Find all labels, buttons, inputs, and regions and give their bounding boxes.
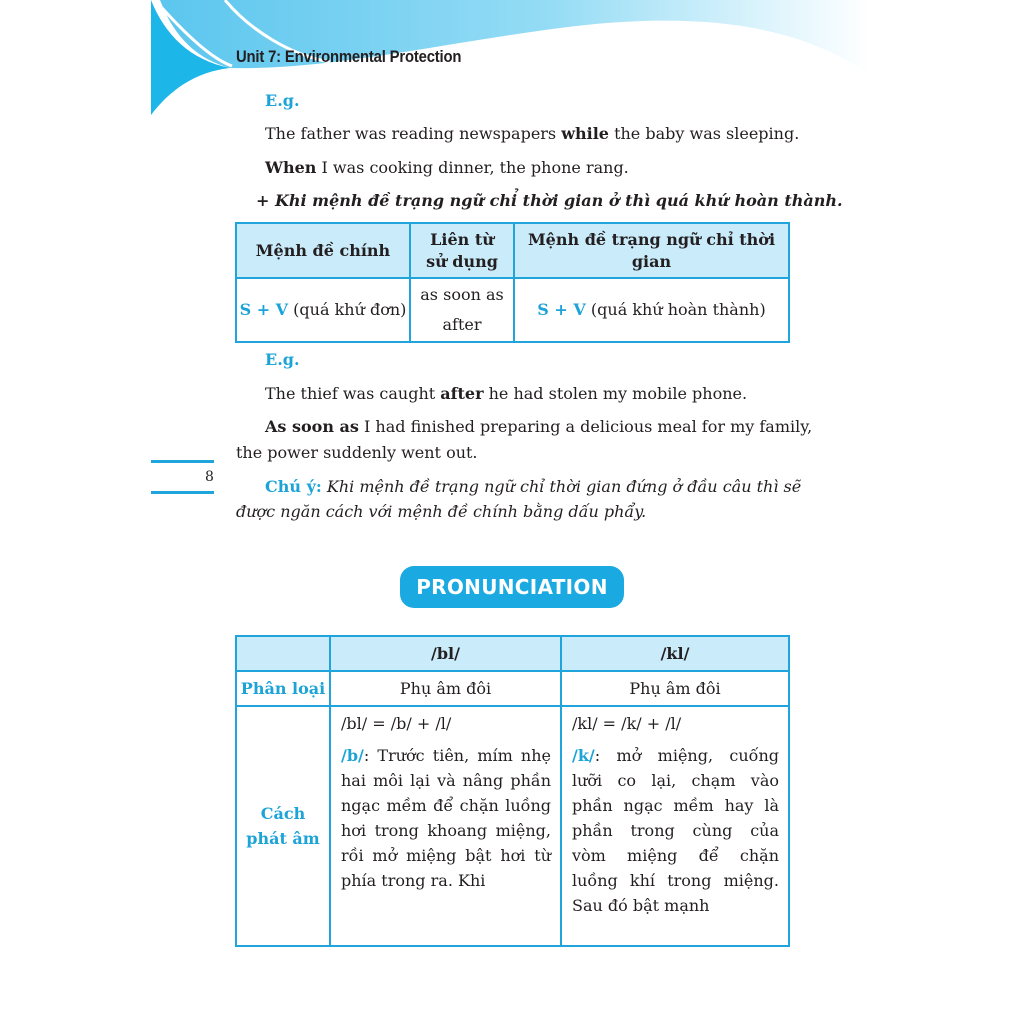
table-header-row: [236, 223, 789, 278]
table-row: [236, 278, 789, 342]
conjunction-cell: [410, 278, 514, 342]
keyword: while: [561, 124, 609, 143]
example-sentence: [265, 121, 799, 147]
note-text-cont: được ngăn cách với mệnh đề chính bằng dấu phẩy.: [236, 502, 647, 521]
note-label: Chú ý:: [265, 477, 322, 496]
text: : Trước tiên, mím nhẹ hai môi lại và nâng phần ngạc mềm để chặn luồng hơi trong khoang miệng, rồi mở miệng bật hơi từ phía trong ra. Khi: [341, 746, 551, 890]
text: Cách: [260, 804, 306, 823]
phoneme: /b/: [341, 746, 364, 765]
formula: S + V: [537, 300, 586, 319]
header-cell: Mệnh đề trạng ngữ chỉ thời gian: [514, 223, 789, 278]
table-header-row: [236, 636, 789, 671]
text: he had stolen my mobile phone.: [483, 384, 748, 403]
page-number: 8: [205, 469, 214, 485]
conjunction: as soon as: [420, 285, 504, 304]
text: The father was reading newspapers: [265, 124, 562, 143]
header-wave-decoration: [0, 0, 1024, 130]
text: I had finished preparing a delicious meal for my family,: [358, 417, 813, 436]
header-cell: [410, 223, 514, 278]
grammar-table: [235, 222, 790, 343]
formula: S + V: [239, 300, 289, 319]
note-text: Khi mệnh đề trạng ngữ chỉ thời gian đứng ở đầu câu thì sẽ: [321, 477, 802, 496]
eg-label: E.g.: [265, 91, 300, 110]
description: [341, 743, 551, 893]
text: : mở miệng, cuống lưỡi co lại, chạm vào phần ngạc mềm hay là phần trong cùng của vòm miệng để chặn luồng khí trong miệng. Sau đó bật mạnh: [572, 746, 779, 915]
example-sentence-cont: the power suddenly went out.: [236, 443, 478, 462]
keyword: When: [265, 158, 317, 177]
kl-description-cell: [561, 706, 789, 946]
example-sentence: [265, 155, 629, 181]
rule-heading: + Khi mệnh đề trạng ngữ chỉ thời gian ở thì quá khứ hoàn thành.: [256, 191, 843, 210]
adverbial-clause-cell: [514, 278, 789, 342]
note: [265, 474, 801, 500]
header-cell: [236, 636, 330, 671]
formula: /bl/ = /b/ + /l/: [341, 714, 452, 733]
page-marker-line: [151, 491, 214, 494]
tense: (quá khứ đơn): [288, 300, 407, 319]
pronunciation-table: [235, 635, 790, 947]
example-sentence: [265, 414, 812, 440]
description: [572, 743, 779, 918]
row-label: [236, 706, 330, 946]
pronunciation-title: PRONUNCIATION: [400, 566, 624, 608]
text: the baby was sleeping.: [608, 124, 800, 143]
text: sử dụng: [426, 251, 498, 271]
text: Liên từ: [430, 229, 494, 249]
classify-cell: Phụ âm đôi: [330, 671, 561, 706]
eg-label: E.g.: [265, 350, 300, 369]
formula: /kl/ = /k/ + /l/: [572, 714, 682, 733]
text: I was cooking dinner, the phone rang.: [316, 158, 629, 177]
table-row: [236, 671, 789, 706]
unit-title: Unit 7: Environmental Protection: [236, 48, 462, 66]
table-row: [236, 706, 789, 946]
phoneme: /k/: [572, 746, 595, 765]
header-cell: Mệnh đề chính: [236, 223, 410, 278]
tense: (quá khứ hoàn thành): [585, 300, 766, 319]
keyword: after: [440, 384, 484, 403]
header-cell: /bl/: [330, 636, 561, 671]
example-sentence: [265, 381, 747, 407]
main-clause-cell: [236, 278, 410, 342]
page-marker-line: [151, 460, 214, 463]
row-label: Phân loại: [236, 671, 330, 706]
classify-cell: Phụ âm đôi: [561, 671, 789, 706]
conjunction: after: [442, 315, 482, 334]
keyword: As soon as: [265, 417, 359, 436]
text: The thief was caught: [265, 384, 441, 403]
text: phát âm: [246, 829, 320, 848]
bl-description-cell: [330, 706, 561, 946]
header-cell: /kl/: [561, 636, 789, 671]
